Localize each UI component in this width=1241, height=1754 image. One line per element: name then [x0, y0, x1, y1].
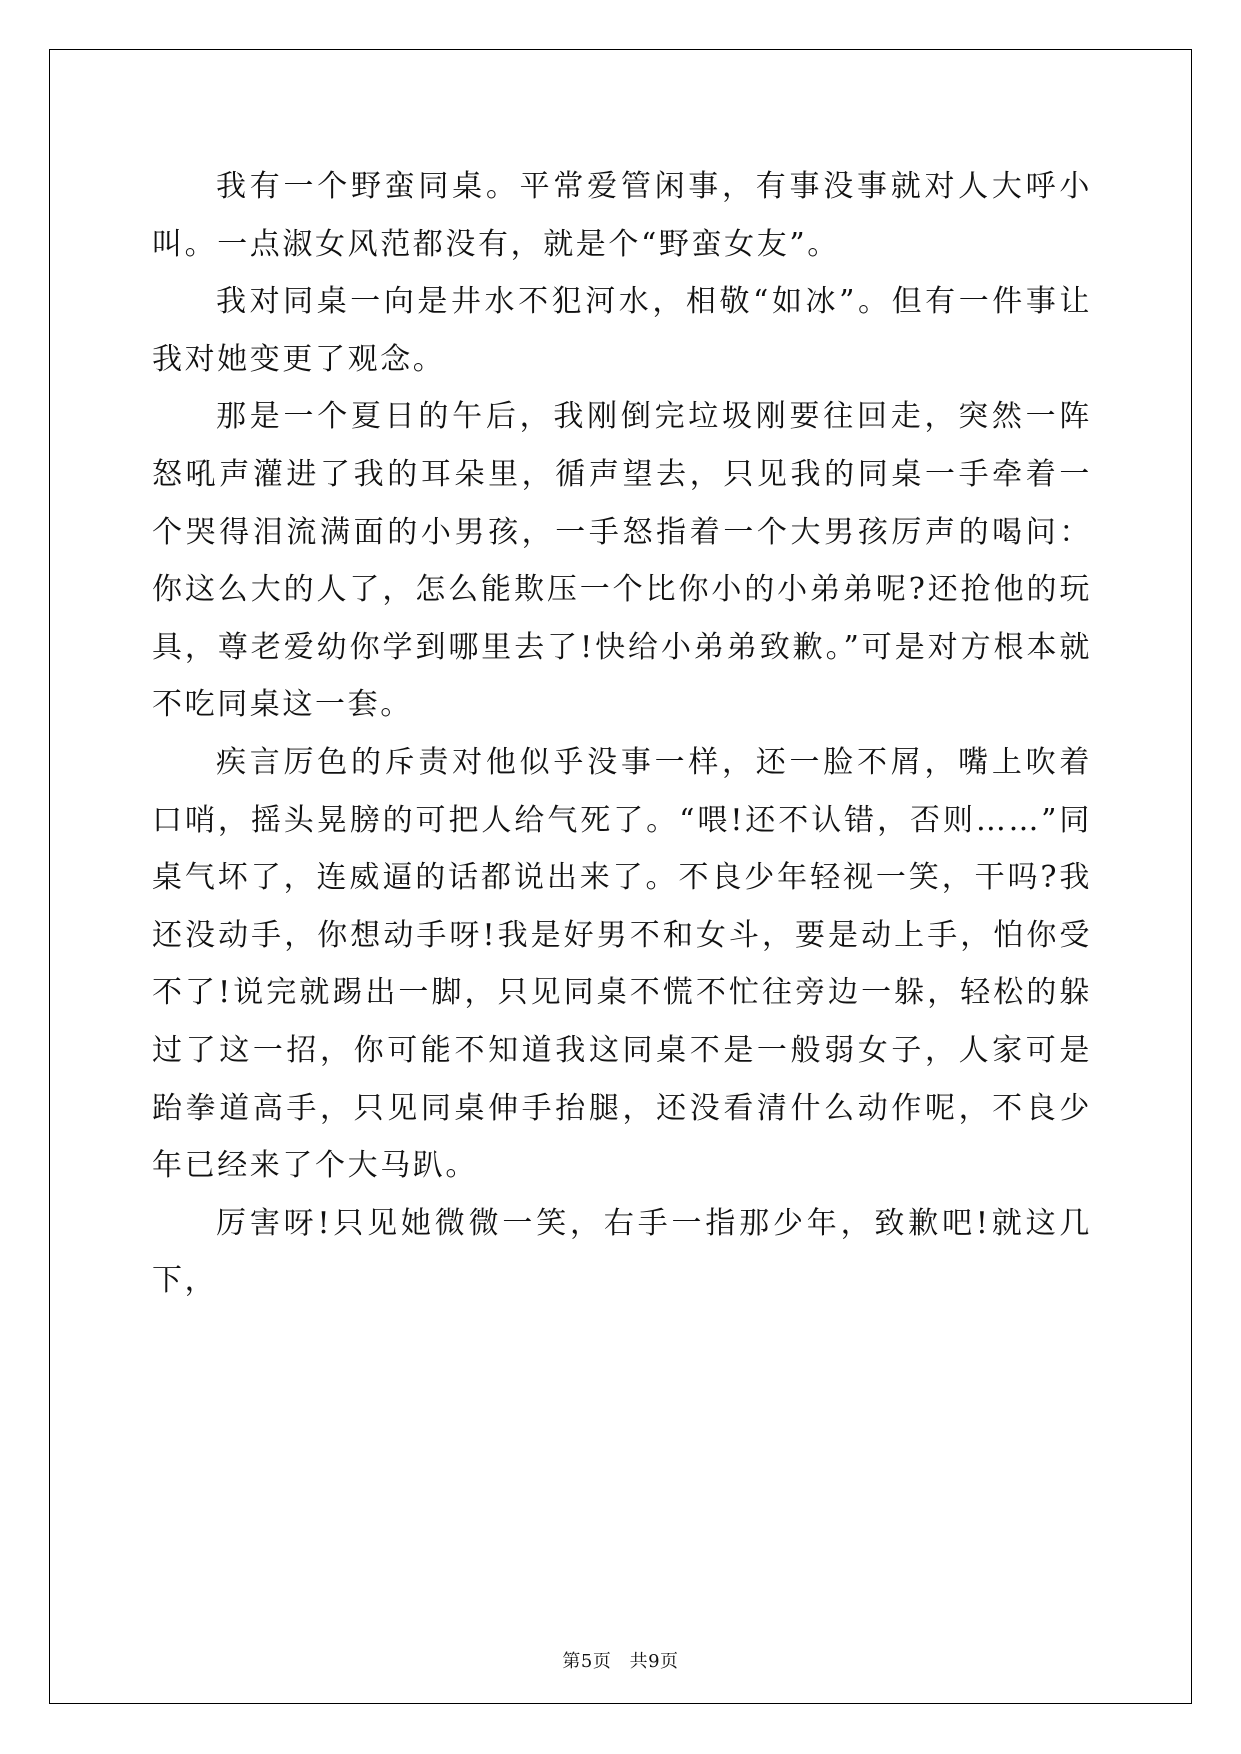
document-body [152, 158, 1092, 1310]
page-total: 共9页 [629, 1651, 679, 1672]
paragraph: 我有一个野蛮同桌。平常爱管闲事，有事没事就对人大呼小叫。一点淑女风范都没有，就是个“野蛮女友”。 [152, 169, 1092, 262]
paragraph: 厉害呀!只见她微微一笑，右手一指那少年，致歉吧!就这几下， [152, 1205, 1092, 1299]
page-number: 第5页 [562, 1651, 612, 1672]
page-footer [0, 1647, 1241, 1673]
paragraph: 疾言厉色的斥责对他似乎没事一样，还一脸不屑，嘴上吹着口哨，摇头晃膀的可把人给气死了。“喂!还不认错，否则……”同桌气坏了，连威逼的话都说出来了。不良少年轻视一笑，干吗?我还没动手，你想动手呀!我是好男不和女斗，要是动上手，怕你受不了!说完就踢出一脚，只见同桌不慌不忙往旁边一躲，轻松的躲过了这一招，你可能不知道我这同桌不是一般弱女子，人家可是跆拳道高手，只见同桌伸手抬腿，还没看清什么动作呢，不良少年已经来了个大马趴。 [152, 744, 1092, 1184]
paragraph: 我对同桌一向是井水不犯河水，相敬“如冰”。但有一件事让我对她变更了观念。 [152, 284, 1092, 377]
paragraph: 那是一个夏日的午后，我刚倒完垃圾刚要往回走，突然一阵怒吼声灌进了我的耳朵里，循声望去，只见我的同桌一手牵着一个哭得泪流满面的小男孩，一手怒指着一个大男孩厉声的喝问：你这么大的人了，怎么能欺压一个比你小的小弟弟呢?还抢他的玩具，尊老爱幼你学到哪里去了!快给小弟弟致歉。”可是对方根本就不吃同桌这一套。 [152, 399, 1092, 723]
